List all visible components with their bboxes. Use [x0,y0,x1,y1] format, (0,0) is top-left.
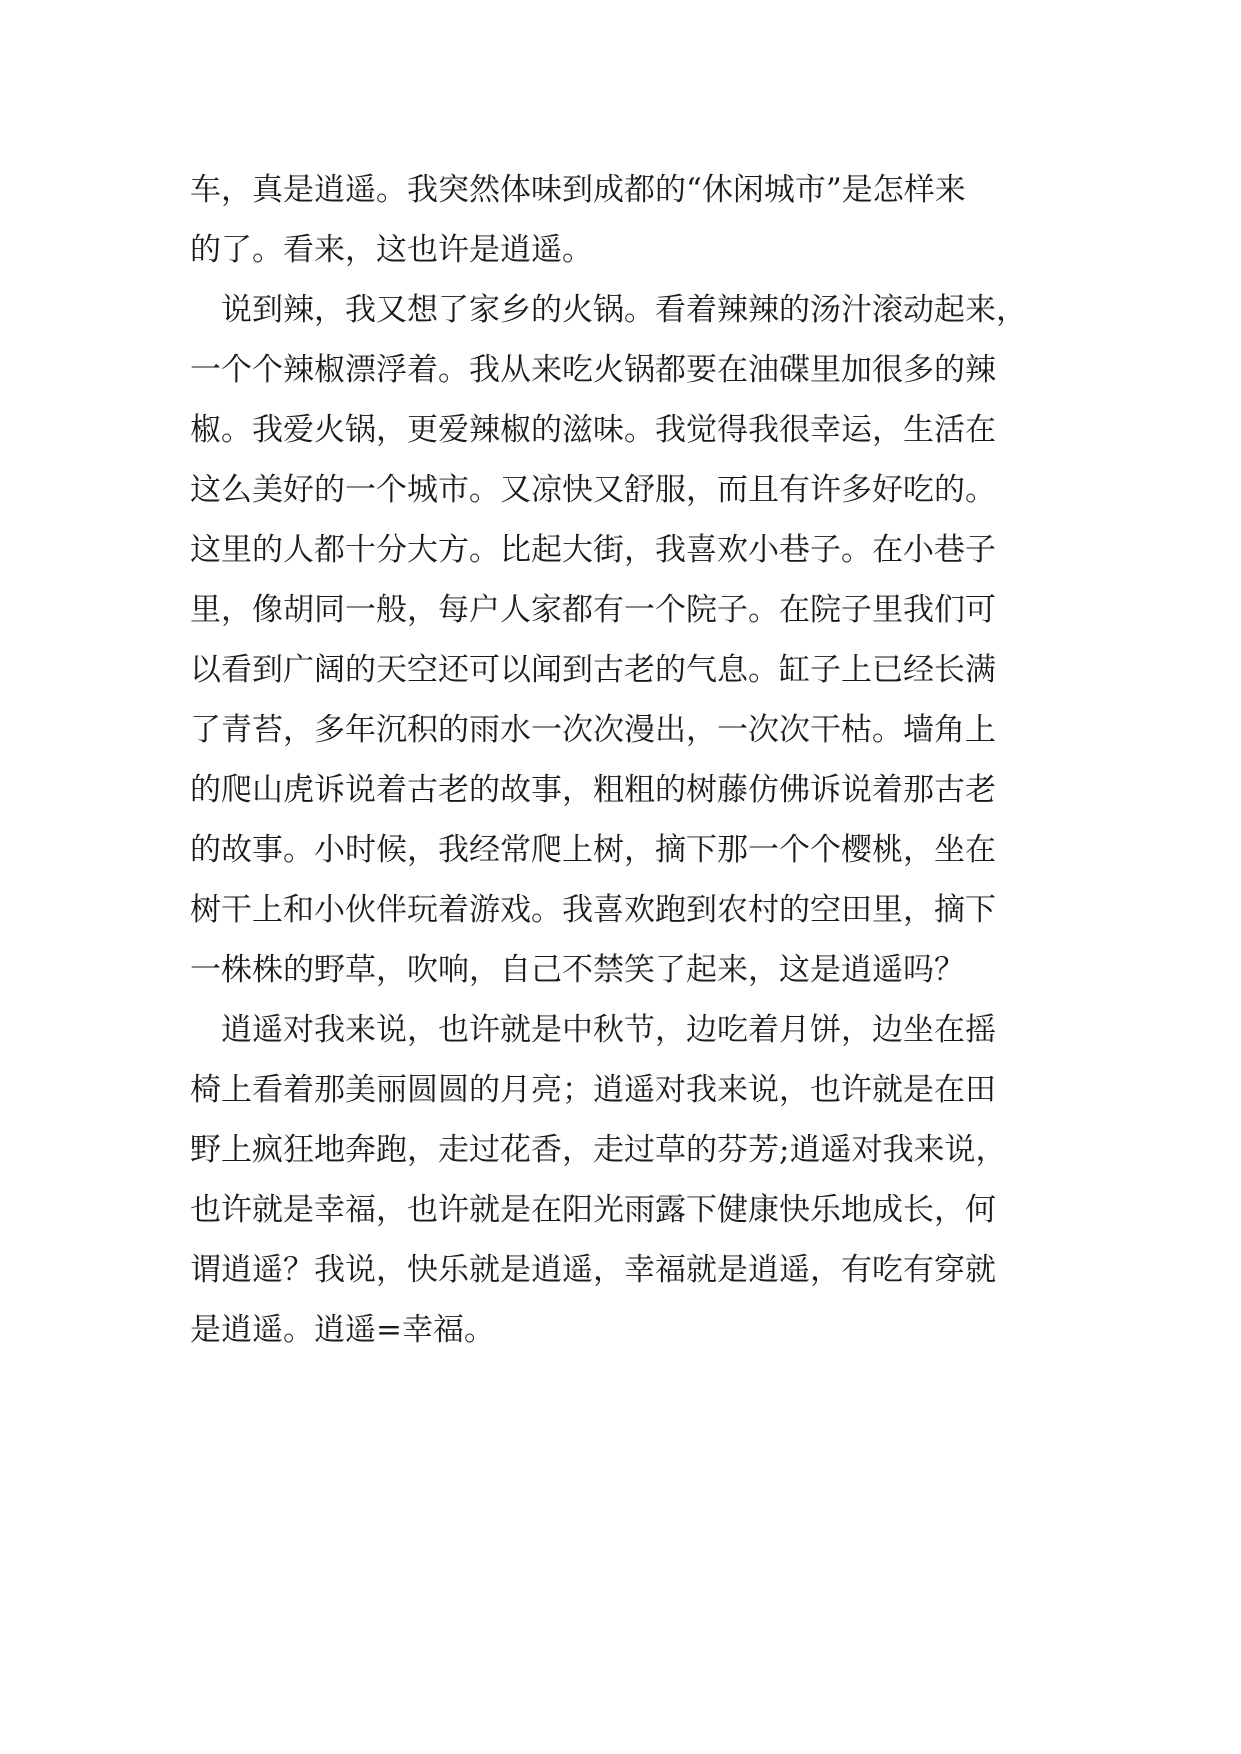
text-line: 一株株的野草，吹响，自己不禁笑了起来，这是逍遥吗？ [190,952,965,988]
paragraph-start-line: 逍遥对我来说，也许就是中秋节，边吃着月饼，边坐在摇 [221,1012,996,1048]
text-line: 的故事。小时候，我经常爬上树，摘下那一个个樱桃，坐在 [190,832,996,868]
text-line: 也许就是幸福，也许就是在阳光雨露下健康快乐地成长，何 [190,1192,996,1228]
essay-text [190,160,1070,1360]
text-line: 以看到广阔的天空还可以闻到古老的气息。缸子上已经长满 [190,652,996,688]
text-line: 里，像胡同一般，每户人家都有一个院子。在院子里我们可 [190,592,996,628]
text-line: 椅上看着那美丽圆圆的月亮；逍遥对我来说，也许就是在田 [190,1072,996,1108]
text-line: 谓逍遥？我说，快乐就是逍遥，幸福就是逍遥，有吃有穿就 [190,1252,996,1288]
text-line: 是逍遥。逍遥=幸福。 [190,1312,495,1348]
text-line: 的爬山虎诉说着古老的故事，粗粗的树藤仿佛诉说着那古老 [190,772,996,808]
text-line: 的了。看来，这也许是逍遥。 [190,232,593,268]
paragraph-start-line: 说到辣，我又想了家乡的火锅。看着辣辣的汤汁滚动起来， [221,292,1027,328]
text-line: 椒。我爱火锅，更爱辣椒的滋味。我觉得我很幸运，生活在 [190,412,996,448]
text-line: 这么美好的一个城市。又凉快又舒服，而且有许多好吃的。 [190,472,996,508]
text-line: 车，真是逍遥。我突然体味到成都的“休闲城市”是怎样来 [190,172,966,208]
text-line: 这里的人都十分大方。比起大街，我喜欢小巷子。在小巷子 [190,532,996,568]
text-line: 一个个辣椒漂浮着。我从来吃火锅都要在油碟里加很多的辣 [190,352,996,388]
text-line: 了青苔，多年沉积的雨水一次次漫出，一次次干枯。墙角上 [190,712,996,748]
text-line: 野上疯狂地奔跑，走过花香，走过草的芬芳;逍遥对我来说， [190,1132,1007,1168]
text-line: 树干上和小伙伴玩着游戏。我喜欢跑到农村的空田里，摘下 [190,892,996,928]
